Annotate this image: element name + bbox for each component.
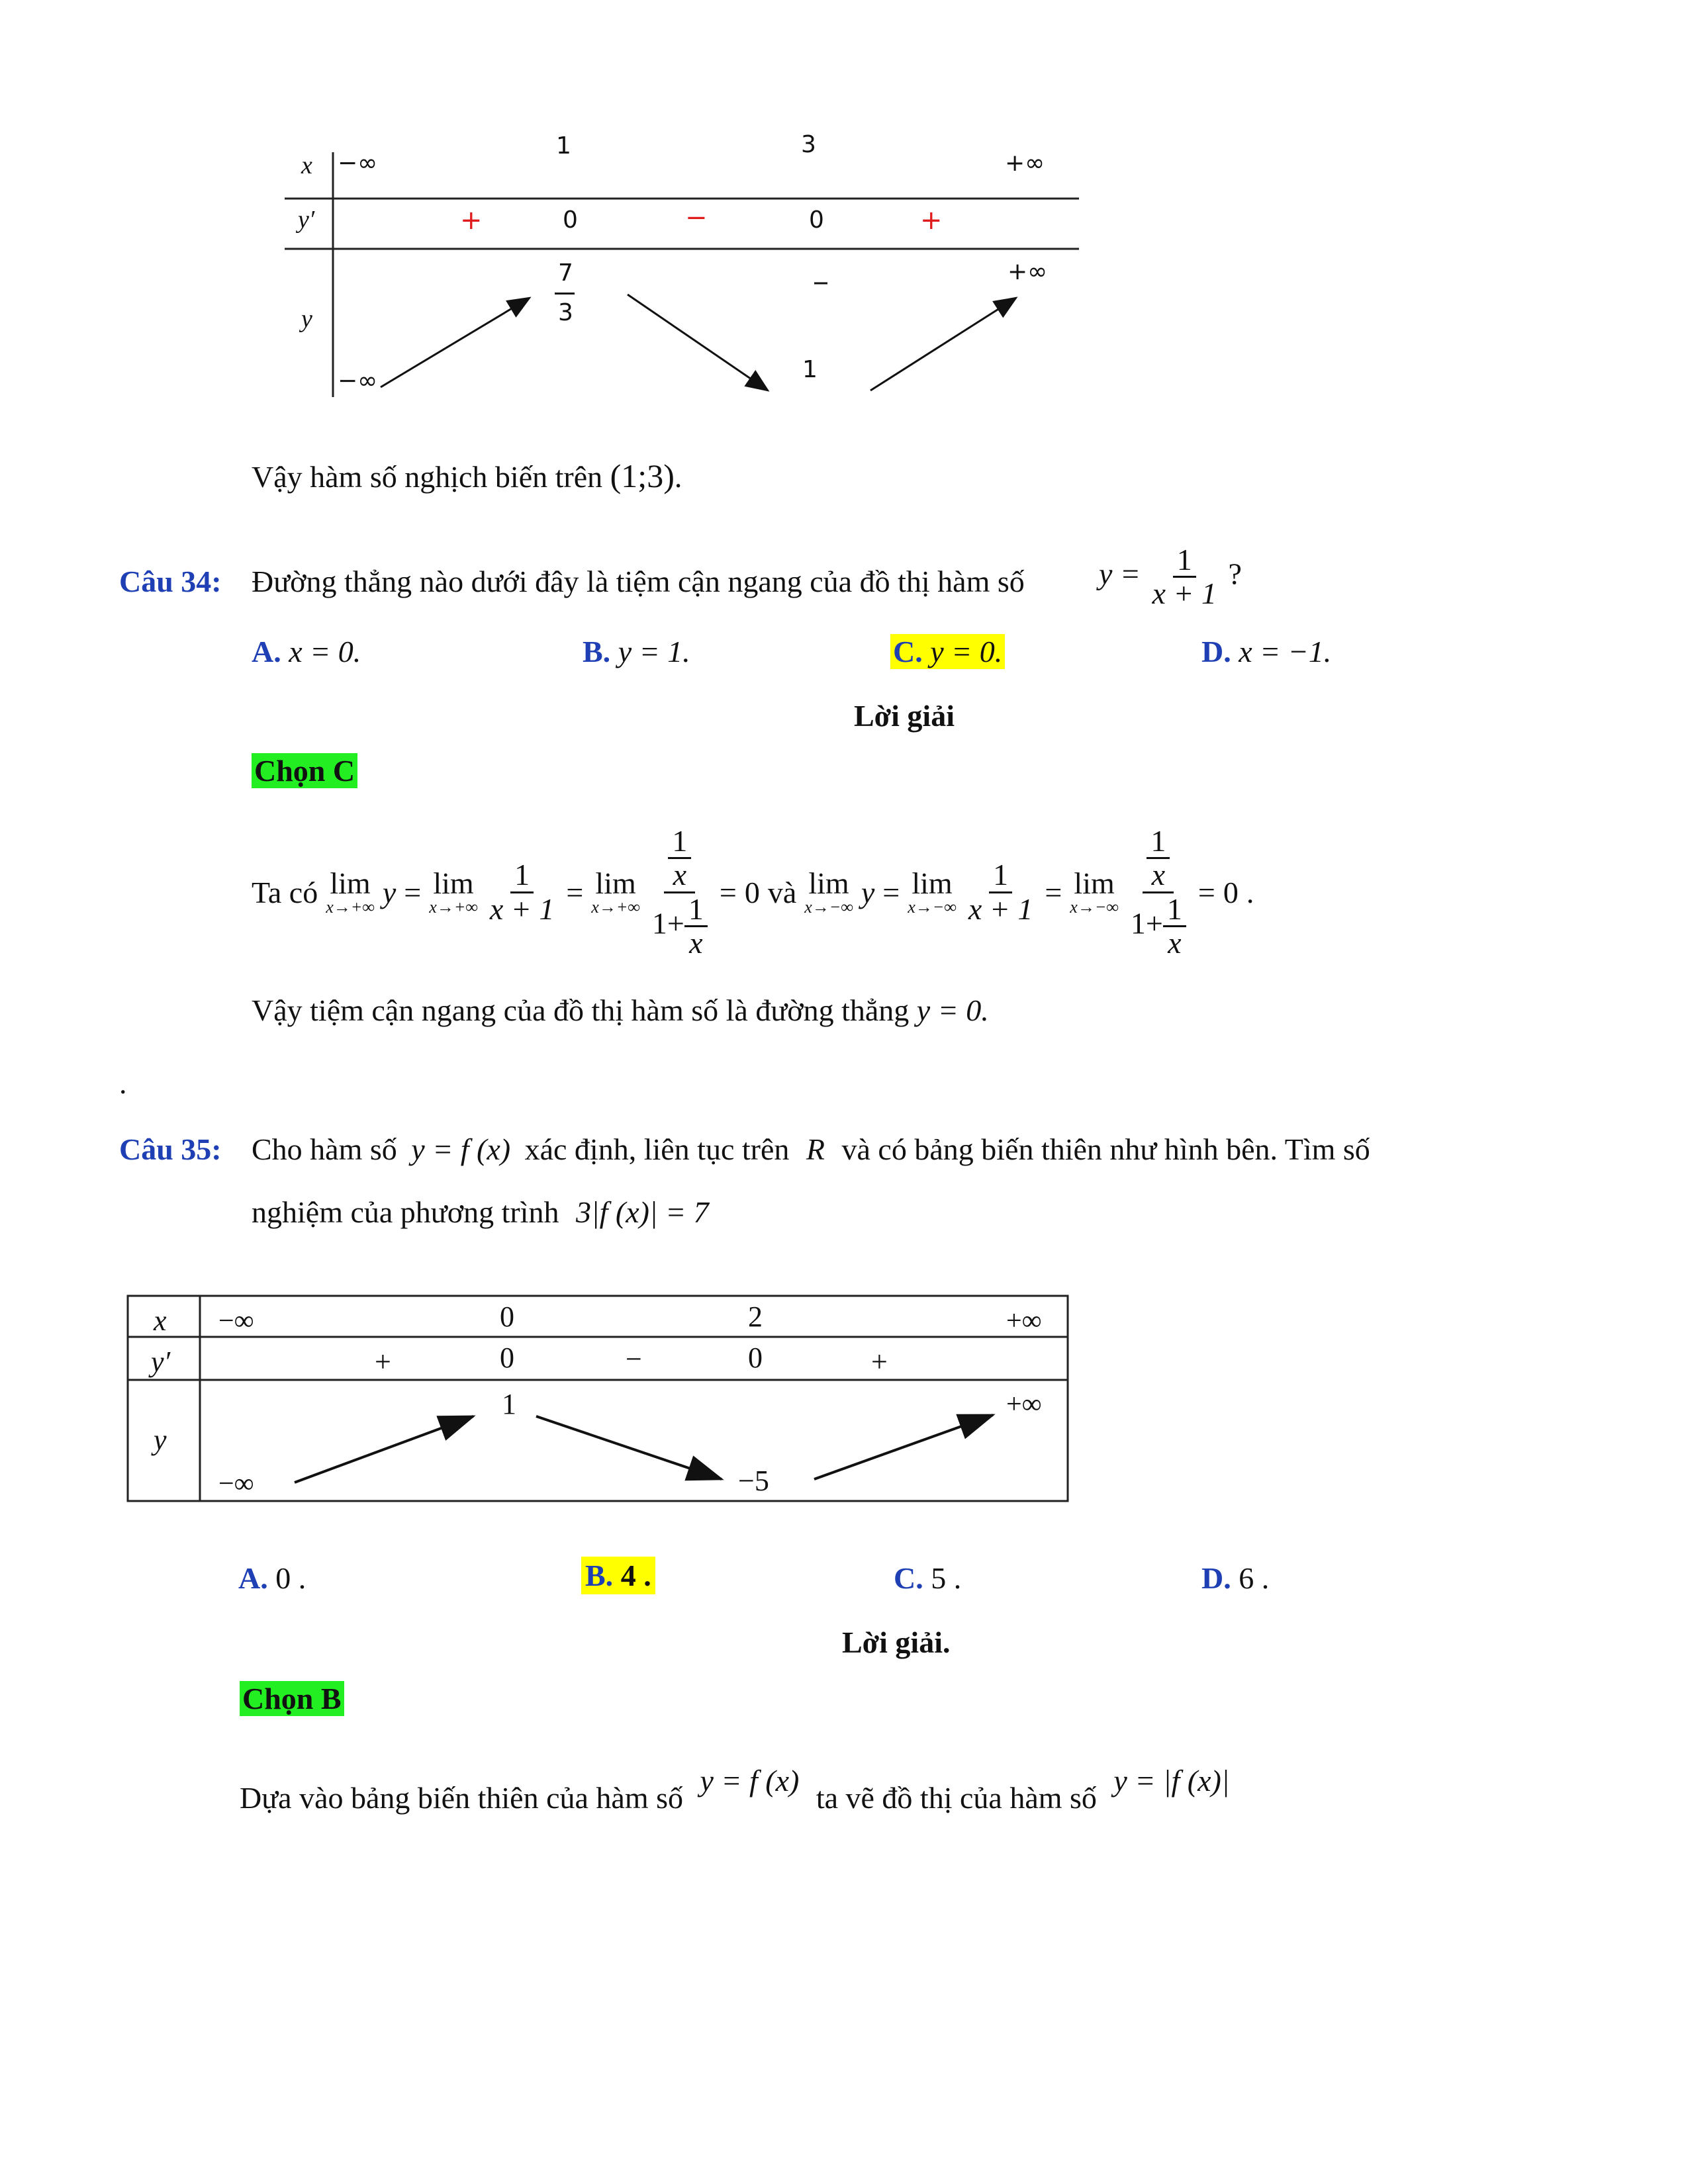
table1-arrow-up-1 (381, 298, 530, 387)
q35-final-fn: y = f (x) (700, 1764, 800, 1797)
table2-x-neg-inf: −∞ (218, 1306, 254, 1336)
q34-zero-2: 0 (1223, 875, 1239, 909)
conclusion-33-text: Vậy hàm số nghịch biến trên (252, 460, 603, 494)
q34-option-a-value: x = 0. (289, 635, 361, 668)
q34-lim-4: lim (808, 866, 849, 900)
q34-text: Đường thẳng nào dưới đây là tiệm cận ngang của đồ thị hàm số (252, 565, 1025, 598)
q34-eq-6: = (1197, 875, 1215, 909)
table2-y-min: −5 (738, 1465, 769, 1497)
table1-ymax-bar (555, 293, 575, 295)
table1-y-min: 1 (802, 356, 818, 383)
q34-eq-4: = (882, 875, 900, 909)
q35-option-d[interactable] (1201, 1561, 1269, 1596)
q35-option-b-letter: B. (585, 1559, 614, 1592)
table1-x-3: 3 (801, 131, 816, 158)
table2-zero-2: 0 (748, 1342, 763, 1374)
table2-arrow-down (536, 1416, 722, 1479)
table1-x-1: 1 (556, 132, 571, 159)
q34-cf1-top-den: x (673, 858, 687, 892)
q34-lim-5: lim (912, 866, 953, 900)
q35-R: R (806, 1132, 825, 1166)
q35-line1-c: và có bảng biến thiên như hình bên. Tìm số (841, 1132, 1370, 1166)
q35-option-b[interactable] (581, 1557, 655, 1594)
q34-cf1-top-num: 1 (668, 825, 691, 859)
conclusion-33-end: . (674, 460, 682, 494)
q35-option-c-value: 5 . (931, 1561, 962, 1595)
q35-final-a: Dựa vào bảng biến thiên của hàm số (240, 1781, 684, 1815)
table1-zero-1: 0 (563, 206, 578, 234)
q34-frac-b-den: x + 1 (968, 891, 1033, 926)
q35-option-a-value: 0 . (275, 1561, 306, 1595)
q34-qmark: ? (1228, 557, 1242, 591)
q34-option-b-letter: B. (583, 635, 611, 668)
table2-y-start: −∞ (218, 1469, 254, 1499)
table2-x-0: 0 (500, 1300, 514, 1333)
q34-lim-6: lim (1074, 866, 1115, 900)
q35-option-a-letter: A. (238, 1561, 268, 1595)
table2-label-y: y (154, 1424, 167, 1456)
q34-lim-1: lim (330, 866, 371, 900)
q35-final-line (240, 1764, 1230, 1815)
q34-frac-a-num: 1 (510, 859, 534, 893)
q35-final-fn2: y = |f (x)| (1113, 1764, 1230, 1797)
table2-arrow-up-1 (295, 1416, 473, 1482)
q34-label: Câu 34: (119, 565, 222, 598)
q35-option-b-value: 4 . (620, 1559, 651, 1592)
q34-lim-4-sub: x→−∞ (804, 897, 853, 917)
q34-cf2-bot-num: 1 (1163, 893, 1186, 927)
q34-and: và (767, 875, 797, 909)
table1-arrow-down (628, 295, 768, 390)
q34-frac-b-num: 1 (989, 859, 1012, 893)
q34-eq-2: = (566, 875, 584, 909)
table2-arrow-up-2 (814, 1415, 993, 1479)
variation-table-2 (126, 1294, 1079, 1512)
q35-final-b: ta vẽ đồ thị của hàm số (816, 1781, 1097, 1815)
q34-option-c[interactable] (890, 634, 1005, 669)
q34-dot: . (1246, 875, 1254, 909)
q34-option-c-letter: C. (893, 635, 923, 668)
table2-y-max: 1 (502, 1388, 516, 1420)
q34-conclusion-text: Vậy tiệm cận ngang của đồ thị hàm số là đường thẳng (252, 993, 910, 1027)
q35-line2 (252, 1195, 709, 1230)
q35-line1-a: Cho hàm số (252, 1132, 397, 1166)
q35-solution-title-text: Lời giải. (842, 1625, 951, 1659)
q34-cf1-bot-num: 1 (684, 893, 708, 927)
q35-solution-title (842, 1625, 951, 1660)
q34-frac-a-den: x + 1 (489, 891, 555, 926)
q34-option-a-letter: A. (252, 635, 281, 668)
q35-option-d-letter: D. (1201, 1561, 1231, 1595)
q34-option-d[interactable] (1201, 634, 1331, 669)
q34-cf2-top-num: 1 (1147, 825, 1170, 859)
q34-lim-2: lim (433, 866, 474, 900)
table1-label-y: y (301, 305, 312, 333)
table2-sign-plus-2: + (871, 1345, 888, 1378)
q34-eq-5: = (1045, 875, 1062, 909)
table1-sign-plus-2: + (920, 205, 943, 236)
q35-option-d-value: 6 . (1239, 1561, 1270, 1595)
table1-y-start: −∞ (338, 367, 378, 394)
q35-option-c-letter: C. (894, 1561, 923, 1595)
table1-x-pos-inf: +∞ (1005, 150, 1045, 177)
q34-cf1-onep: 1+ (651, 905, 684, 940)
table1-label-yprime: y′ (298, 206, 315, 234)
q34-lim-5-sub: x→−∞ (908, 897, 957, 917)
table2-sign-minus: − (626, 1343, 642, 1375)
q34-lim-6-sub: x→−∞ (1070, 897, 1119, 917)
q35-line1 (252, 1132, 1370, 1167)
table1-sign-minus: − (685, 203, 708, 233)
q35-option-a[interactable] (238, 1561, 306, 1596)
q34-compound-frac-2 (1127, 825, 1190, 959)
q34-option-a[interactable] (252, 634, 361, 669)
q34-option-d-value: x = −1. (1239, 635, 1332, 668)
table2-y-end: +∞ (1006, 1389, 1042, 1420)
q34-eq-3: = (719, 875, 737, 909)
q34-limit-work (252, 813, 1254, 972)
table2-x-pos-inf: +∞ (1006, 1306, 1042, 1336)
table1-zero-2: 0 (809, 206, 824, 234)
q34-option-b[interactable] (583, 634, 690, 669)
q34-compound-frac-1 (648, 825, 712, 959)
q34-lim-2-sub: x→+∞ (429, 897, 478, 917)
q34-lim-3: lim (595, 866, 636, 900)
q34-cf2-bot-den: x (1168, 925, 1182, 960)
stray-dot: . (119, 1066, 127, 1100)
variation-table-1 (265, 119, 1086, 410)
q34-cf2-top-den: x (1151, 858, 1166, 892)
q34-solution-title: Lời giải (854, 699, 955, 733)
q34-fn-lhs: y = (1099, 557, 1141, 591)
table1-y-end: +∞ (1008, 258, 1048, 285)
q35-line1-b: xác định, liên tục trên (524, 1132, 790, 1166)
q35-choice: Chọn B (240, 1681, 344, 1716)
table2-label-yprime: y′ (151, 1345, 171, 1378)
q35-fn: y = f (x) (411, 1132, 511, 1166)
q34-function (1099, 544, 1242, 610)
q34-option-d-letter: D. (1201, 635, 1231, 668)
q34-cf1-bot-den: x (689, 925, 703, 960)
table2-sign-plus-1: + (375, 1345, 391, 1378)
q34-zero-1: 0 (744, 875, 760, 909)
q34-choice: Chọn C (252, 753, 357, 788)
q35-line2-text: nghiệm của phương trình (252, 1195, 559, 1229)
table2-zero-1: 0 (500, 1342, 514, 1374)
q34-option-c-value: y = 0. (930, 635, 1003, 668)
q34-lim-3-sub: x→+∞ (591, 897, 640, 917)
q34-lim-1-sub: x→+∞ (326, 897, 375, 917)
table2-border (128, 1296, 1068, 1501)
table1-sign-plus-1: + (460, 205, 483, 236)
table1-x-neg-inf: −∞ (338, 150, 378, 177)
table1-ymax-num: 7 (558, 259, 573, 287)
q34-fn-num: 1 (1173, 544, 1196, 578)
table1-label-x: x (301, 152, 312, 179)
q35-label: Câu 35: (119, 1132, 222, 1166)
q34-y-1: y (382, 875, 397, 909)
table2-x-2: 2 (748, 1300, 763, 1333)
table2-label-x: x (154, 1304, 167, 1337)
q34-option-b-value: y = 1. (618, 635, 690, 668)
table1-arrow-up-2 (870, 298, 1016, 390)
q34-work-prefix: Ta có (252, 875, 318, 909)
q34-conclusion (252, 993, 989, 1028)
q34-fn-den: x + 1 (1152, 576, 1217, 611)
q34-eq-1: = (404, 875, 422, 909)
q34-conclusion-eq: y = 0. (916, 993, 989, 1027)
q35-option-c[interactable] (894, 1561, 961, 1596)
q35-equation: 3|f (x)| = 7 (575, 1195, 709, 1229)
table1-ymax-den: 3 (558, 299, 573, 326)
q34-cf2-onep: 1+ (1130, 905, 1163, 940)
conclusion-33 (252, 457, 682, 495)
conclusion-33-interval: (1;3) (610, 457, 675, 494)
q34-y-2: y (861, 875, 875, 909)
